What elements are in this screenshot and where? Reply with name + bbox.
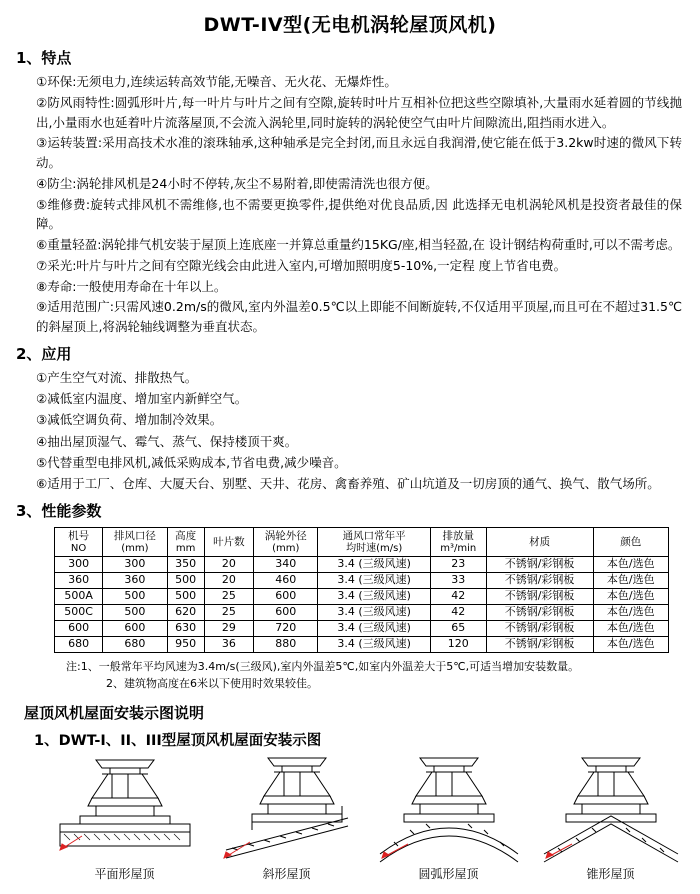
cell: 350 bbox=[167, 557, 204, 573]
cell: 不锈钢/彩钢板 bbox=[486, 637, 593, 653]
list-item: ⑤代替重型电排风机,减低采购成本,节省电费,减少噪音。 bbox=[36, 454, 347, 470]
table-row bbox=[55, 605, 669, 621]
applications-list bbox=[14, 368, 686, 495]
column-header-color: 颜色 bbox=[593, 528, 668, 557]
column-header-material: 材质 bbox=[486, 528, 593, 557]
cell: 42 bbox=[430, 605, 486, 621]
section-heading-features: 1、特点 bbox=[16, 49, 72, 67]
cell: 620 bbox=[167, 605, 204, 621]
column-header-average-speed: 通风口常年平 均时速(m/s) bbox=[318, 528, 430, 557]
cell: 36 bbox=[204, 637, 253, 653]
cell: 950 bbox=[167, 637, 204, 653]
cell: 3.4 (三级风速) bbox=[318, 589, 430, 605]
figure-cone-roof bbox=[528, 754, 693, 882]
column-header-model: 机号 NO bbox=[55, 528, 103, 557]
cell: 65 bbox=[430, 621, 486, 637]
cell: 3.4 (三级风速) bbox=[318, 557, 430, 573]
list-item: ⑦采光:叶片与叶片之间有空隙光线会由此进入室内,可增加照明度5-10%,一定程 度上节省电费。 bbox=[36, 257, 567, 273]
cell: 33 bbox=[430, 573, 486, 589]
cell: 本色/选色 bbox=[593, 605, 668, 621]
note-line: 注:1、一般常年平均风速为3.4m/s(三级风),室内外温差5℃,如室内外温差大于5℃,可适当增加安装数量。 bbox=[66, 660, 580, 674]
cell: 20 bbox=[204, 573, 253, 589]
list-item: ⑥重量轻盈:涡轮排气机安装于屋顶上连底座一并算总重量约15KG/座,相当轻盈,在 设计钢结构荷重时,可以不需考虑。 bbox=[36, 237, 681, 252]
cell: 本色/选色 bbox=[593, 589, 668, 605]
list-item: ⑧寿命:一般使用寿命在十年以上。 bbox=[36, 278, 227, 294]
features-list bbox=[14, 72, 686, 337]
list-item: ②减低室内温度、增加室内新鲜空气。 bbox=[36, 391, 248, 406]
cell: 3.4 (三级风速) bbox=[318, 605, 430, 621]
column-header-outlet-diameter: 排风口径 (mm) bbox=[103, 528, 167, 557]
section-heading-applications: 2、应用 bbox=[16, 344, 72, 363]
cell: 300 bbox=[103, 557, 167, 573]
cell: 29 bbox=[204, 621, 253, 637]
install-heading: 屋顶风机屋面安装示图说明 bbox=[24, 704, 205, 723]
figure-caption: 平面形屋顶 bbox=[94, 867, 155, 882]
cell: 3.4 (三级风速) bbox=[318, 621, 430, 637]
cell: 460 bbox=[254, 573, 318, 589]
cone-roof-diagram-icon bbox=[536, 754, 686, 864]
cell: 不锈钢/彩钢板 bbox=[486, 621, 593, 637]
table-row bbox=[55, 573, 669, 589]
cell: 500 bbox=[103, 589, 167, 605]
table-header-row bbox=[55, 528, 669, 557]
cell: 680 bbox=[103, 637, 167, 653]
list-item: ⑨适用范围广:只需风速0.2m/s的微风,室内外温差0.5℃以上即能不间断旋转,不仅适用平顶屋,而且可在不超过31.5℃的斜屋顶上,将涡轮轴线调整为垂直状态。 bbox=[36, 299, 682, 334]
cell: 本色/选色 bbox=[593, 557, 668, 573]
list-item: ②防风雨特性:圆弧形叶片,每一叶片与叶片之间有空隙,旋转时叶片互相补位把这些空隙填补,大量雨水延着圆的节线抛出,小量雨水也延着叶片流落屋顶,不会流入涡轮里,同时旋转的涡轮使空气由叶片间隙流出,阻挡雨水进入。 bbox=[36, 94, 682, 130]
cell: 720 bbox=[254, 621, 318, 637]
section-heading-performance: 3、性能参数 bbox=[16, 502, 102, 521]
cell: 360 bbox=[55, 573, 103, 589]
cell: 本色/选色 bbox=[593, 637, 668, 653]
cell: 340 bbox=[254, 557, 318, 573]
list-item: ⑤维修费:旋转式排风机不需维修,也不需要更换零件,提供绝对优良品质,因 此选择无电机涡轮风机是投资者最佳的保障。 bbox=[36, 196, 682, 232]
flat-roof-diagram-icon bbox=[50, 754, 200, 864]
cell: 680 bbox=[55, 637, 103, 653]
cell: 500C bbox=[55, 605, 103, 621]
install-subheading: 1、DWT-I、II、III型屋顶风机屋面安装示图 bbox=[34, 733, 322, 750]
figure-caption: 圆弧形屋顶 bbox=[418, 867, 479, 882]
cell: 不锈钢/彩钢板 bbox=[486, 573, 593, 589]
cell: 600 bbox=[254, 605, 318, 621]
figure-caption: 斜形屋顶 bbox=[262, 867, 311, 882]
cell: 不锈钢/彩钢板 bbox=[486, 589, 593, 605]
figure-flat-roof bbox=[42, 754, 207, 882]
list-item: ③减低空调负荷、增加制冷效果。 bbox=[36, 412, 223, 428]
column-header-blade-count: 叶片数 bbox=[204, 528, 253, 557]
table-row bbox=[55, 637, 669, 653]
table-row bbox=[55, 621, 669, 637]
figure-arc-roof bbox=[366, 754, 531, 882]
cell: 本色/选色 bbox=[593, 573, 668, 589]
cell: 25 bbox=[204, 589, 253, 605]
cell: 600 bbox=[254, 589, 318, 605]
cell: 本色/选色 bbox=[593, 621, 668, 637]
table-row bbox=[55, 557, 669, 573]
column-header-turbine-diameter: 涡轮外径 (mm) bbox=[254, 528, 318, 557]
cell: 880 bbox=[254, 637, 318, 653]
cell: 360 bbox=[103, 573, 167, 589]
table-row bbox=[55, 589, 669, 605]
list-item: ⑥适用于工厂、仓库、大厦天台、别墅、天井、花房、禽畜养殖、矿山坑道及一切房顶的通气、换气、散气场所。 bbox=[36, 476, 660, 491]
cell: 3.4 (三级风速) bbox=[318, 573, 430, 589]
cell: 25 bbox=[204, 605, 253, 621]
list-item: ①产生空气对流、排散热气。 bbox=[36, 369, 198, 385]
list-item: ④抽出屋顶湿气、霉气、蒸气、保持楼顶干爽。 bbox=[36, 433, 298, 449]
column-header-height: 高度 mm bbox=[167, 528, 204, 557]
page-title: DWT-IV型(无电机涡轮屋顶风机) bbox=[203, 14, 497, 36]
column-header-discharge: 排放量 m³/min bbox=[430, 528, 486, 557]
cell: 3.4 (三级风速) bbox=[318, 637, 430, 653]
figure-caption: 锥形屋顶 bbox=[586, 867, 635, 882]
cell: 23 bbox=[430, 557, 486, 573]
cell: 600 bbox=[103, 621, 167, 637]
note-line: 2、建筑物高度在6米以下使用时效果较佳。 bbox=[106, 676, 318, 690]
list-item: ③运转装置:采用高技术水准的滚珠轴承,这种轴承是完全封闭,而且永远自我润滑,使它能在低于3.2kw时速的微风下转动。 bbox=[36, 135, 682, 170]
list-item: ④防尘:涡轮排风机是24小时不停转,灰尘不易附着,即使需清洗也很方便。 bbox=[36, 175, 438, 191]
cell: 600 bbox=[55, 621, 103, 637]
table-notes bbox=[66, 659, 686, 692]
cell: 120 bbox=[430, 637, 486, 653]
arc-roof-diagram-icon bbox=[374, 754, 524, 864]
figure-sloped-roof bbox=[204, 754, 369, 882]
cell: 20 bbox=[204, 557, 253, 573]
cell: 500 bbox=[103, 605, 167, 621]
performance-table-wrap bbox=[54, 527, 686, 653]
list-item: ①环保:无须电力,连续运转高效节能,无噪音、无火花、无爆炸性。 bbox=[36, 74, 397, 89]
sloped-roof-diagram-icon bbox=[212, 754, 362, 864]
cell: 不锈钢/彩钢板 bbox=[486, 557, 593, 573]
cell: 300 bbox=[55, 557, 103, 573]
cell: 630 bbox=[167, 621, 204, 637]
cell: 42 bbox=[430, 589, 486, 605]
cell: 500A bbox=[55, 589, 103, 605]
cell: 500 bbox=[167, 589, 204, 605]
cell: 不锈钢/彩钢板 bbox=[486, 605, 593, 621]
performance-table bbox=[54, 527, 669, 653]
installation-figures bbox=[14, 754, 686, 894]
cell: 500 bbox=[167, 573, 204, 589]
